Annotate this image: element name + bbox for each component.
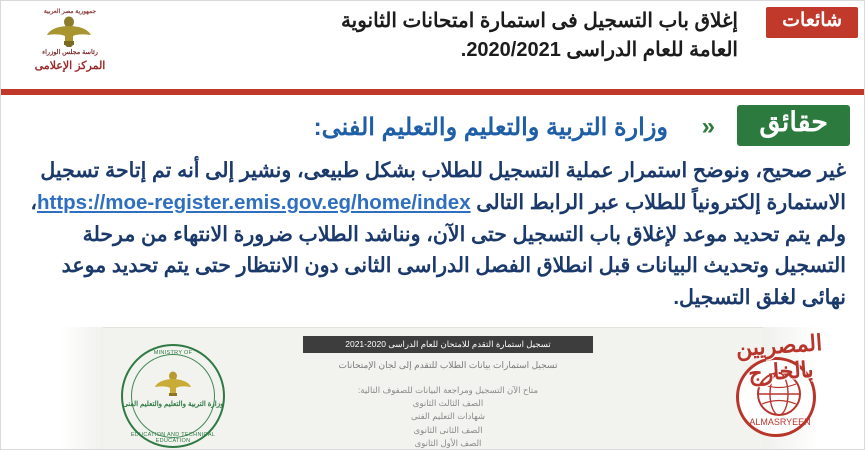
- document-title-bar: تسجيل استمارة التقدم للامتحان للعام الدراسى 2020-2021: [303, 336, 593, 353]
- facts-body: [18, 155, 846, 314]
- crest-line-2: رئاسة مجلس الوزراء: [42, 49, 98, 56]
- document-note-line-4: الصف الثانى الثانوى: [413, 424, 483, 435]
- document-note: [273, 384, 623, 450]
- crest-line-3: المركز الإعلامى: [34, 60, 106, 72]
- crest-line-1: جمهورية مصر العربية: [43, 9, 97, 15]
- facts-chevrons-icon: «: [701, 113, 712, 140]
- seal-english-top: MINISTRY OF: [153, 350, 193, 356]
- section-divider: [1, 89, 865, 95]
- rumor-section: [1, 1, 865, 96]
- document-preview: [103, 327, 763, 450]
- document-note-line-1: متاح الآن التسجيل ومراجعة البيانات للصفوف التالية:: [357, 385, 539, 395]
- document-note-line-3: شهادات التعليم الفنى: [410, 411, 486, 422]
- seal-arabic-text: وزارة التربية والتعليم والتعليم الفنى: [122, 401, 224, 408]
- document-note-line-2: الصف الثالث الثانوى: [412, 398, 484, 409]
- registration-link[interactable]: https://moe-register.emis.gov.eg/home/index: [36, 190, 471, 214]
- eagle-icon: [45, 13, 93, 47]
- document-note-line-5: الصف الأول الثانوى: [414, 437, 482, 448]
- ministry-seal: [121, 344, 225, 448]
- facts-heading: وزارة التربية والتعليم والتعليم الفنى:: [313, 114, 668, 141]
- document-preview-shadow-left: [61, 327, 109, 450]
- watermark-text: المصريين بالخارج: [735, 330, 823, 387]
- site-watermark: [710, 321, 850, 441]
- government-crest: [15, 7, 125, 87]
- rumor-tag-badge: شائعات: [766, 7, 858, 38]
- facts-body-part-2: ، ولم يتم تحديد موعد لإغلاق باب التسجيل حتى الآن، ونناشد الطلاب ضرورة الانتهاء من مرحلة التسجيل وتحديث البيانات قبل انطلاق الفصل الدراسى الثانى دون الانتظار حتى يتم تحديد موعد نهائى لغلق التسجيل.: [30, 190, 846, 310]
- rumor-text: إغلاق باب التسجيل فى استمارة امتحانات الثانوية العامة للعام الدراسى 2020/2021.: [340, 10, 738, 61]
- eagle-icon: [153, 368, 193, 398]
- facts-tag-badge: حقائق: [737, 105, 850, 146]
- watermark-subtext: ALMASRYEEN: [749, 417, 811, 427]
- facts-body-part-1: غير صحيح، ونوضح استمرار عملية التسجيل للطلاب بشكل طبيعى، ونشير إلى أنه تم إتاحة تسجيل الاستمارة إلكترونياً للطلاب عبر الرابط التالى: [40, 159, 846, 214]
- seal-english-bottom: EDUCATION AND TECHNICAL EDUCATION: [130, 432, 216, 444]
- document-subtitle: تسجيل استمارات بيانات الطلاب للتقدم إلى لجان الإمتحانات: [338, 360, 558, 370]
